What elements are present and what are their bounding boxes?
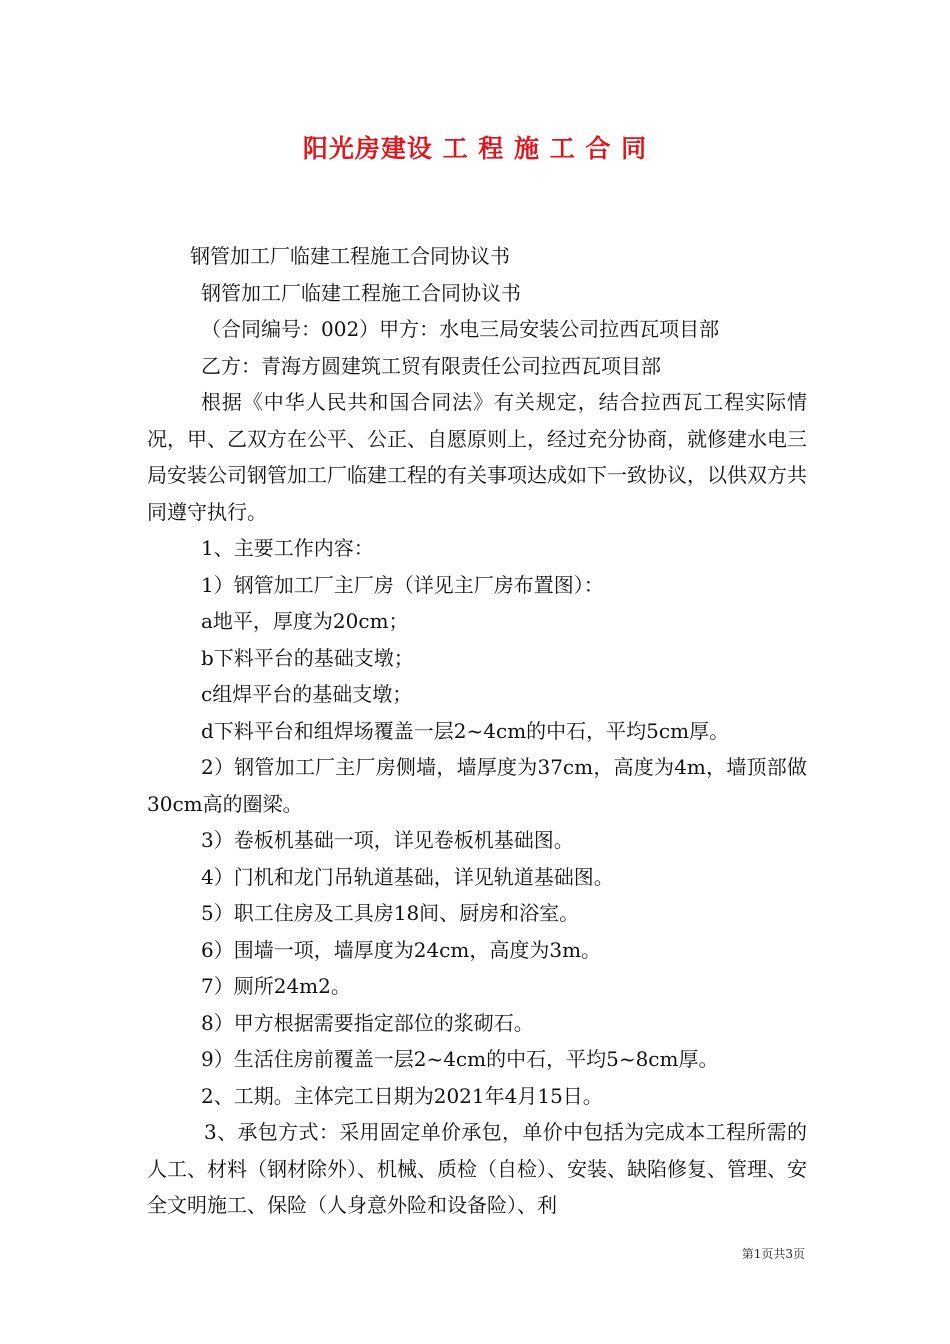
- paragraph: 6）围墙一项，墙厚度为24cm，高度为3m。: [201, 937, 602, 962]
- paragraph: 3）卷板机基础一项，详见卷板机基础图。: [201, 828, 574, 852]
- document-body: [147, 238, 807, 1224]
- paragraph: （合同编号：002）甲方：水电三局安装公司拉西瓦项目部: [201, 317, 720, 341]
- paragraph: 根据《中华人民共和国合同法》有关规定，结合拉西瓦工程实际情况，甲、乙双方在公平、公正、自愿原则上，经过充分协商，就修建水电三局安装公司钢管加工厂临建工程的有关事项达成如下一致协议，以供双方共同遵守执行。: [147, 390, 807, 524]
- paragraph: b下料平台的基础支墩；: [201, 645, 414, 670]
- paragraph: 9）生活住房前覆盖一层2~4cm的中石，平均5~8cm厚。: [201, 1047, 719, 1071]
- paragraph: 2）钢管加工厂主厂房侧墙，墙厚度为37cm，高度为4m，墙顶部做30cm高的圈梁。: [147, 755, 807, 816]
- paragraph: 5）职工住房及工具房18间、厨房和浴室。: [201, 901, 580, 925]
- paragraph: 4）门机和龙门吊轨道基础，详见轨道基础图。: [201, 864, 614, 889]
- paragraph: a地平，厚度为20cm；: [201, 609, 409, 633]
- paragraph: 3、承包方式：采用固定单价承包，单价中包括为完成本工程所需的人工、材料（钢材除外）、机械、质检（自检）、安装、缺陷修复、管理、安全文明施工、保险（人身意外险和设备险）、利: [147, 1120, 807, 1217]
- paragraph: 1、主要工作内容：: [201, 536, 374, 560]
- paragraph: 8）甲方根据需要指定部位的浆砌石。: [201, 1010, 534, 1035]
- paragraph: 钢管加工厂临建工程施工合同协议书: [190, 244, 510, 268]
- page-number: 第1页共3页: [741, 1247, 805, 1261]
- paragraph: 乙方：青海方圆建筑工贸有限责任公司拉西瓦项目部: [201, 353, 661, 378]
- paragraph: 1）钢管加工厂主厂房（详见主厂房布置图）：: [201, 572, 604, 597]
- paragraph: 7）厕所24m2。: [201, 974, 351, 998]
- paragraph: 钢管加工厂临建工程施工合同协议书: [201, 280, 521, 305]
- paragraph: d下料平台和组焊场覆盖一层2~4cm的中石，平均5cm厚。: [201, 718, 730, 743]
- paragraph: 2、工期。主体完工日期为2021年4月15日。: [201, 1083, 603, 1108]
- document-title: 阳光房建设 工 程 施 工 合 同: [302, 134, 648, 163]
- paragraph: c组焊平台的基础支墩；: [201, 682, 413, 706]
